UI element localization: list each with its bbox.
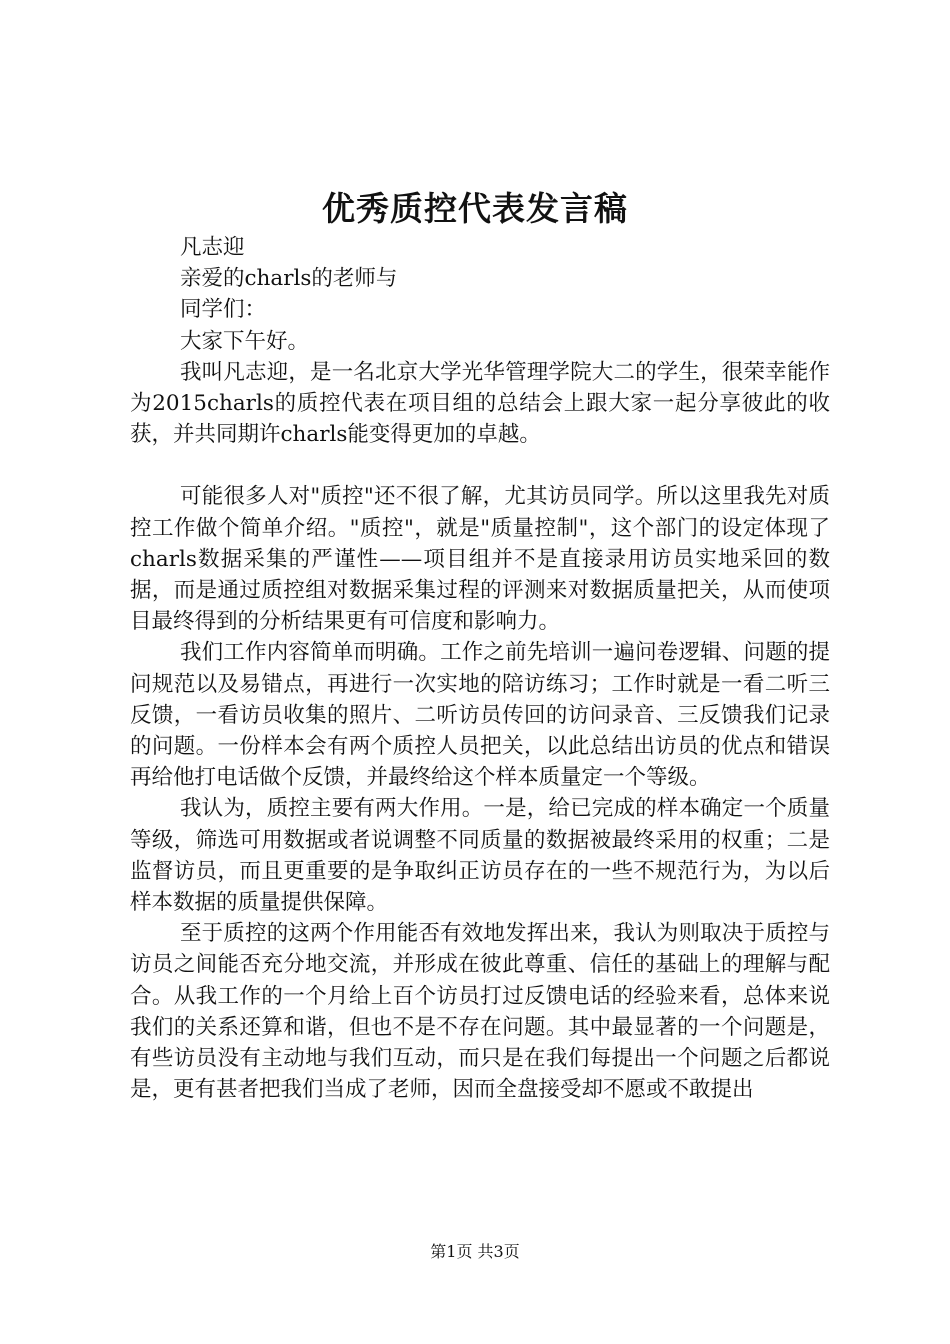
salutation-line-2: 同学们： (180, 297, 267, 323)
author-name: 凡志迎 (180, 235, 245, 260)
salutation-line-1: 亲爱的charls的老师与 (180, 266, 398, 292)
paragraph-work-content: 我们工作内容简单而明确。工作之前先培训一遍问卷逻辑、问题的提问规范以及易错点，再进行一次实地的陪访练习；工作时就是一看二听三反馈，一看访员收集的照片、二听访员传回的访问录音、三反馈我们记录的问题。一份样本会有两个质控人员把关，以此总结出访员的优点和错误再给他打电话做个反馈，并最终给这个样本质量定一个等级。 (130, 640, 830, 791)
document-body (130, 232, 830, 1105)
paragraph-qc-roles: 我认为，质控主要有两大作用。一是，给已完成的样本确定一个质量等级，筛选可用数据或者说调整不同质量的数据被最终采用的权重；二是监督访员，而且更重要的是争取纠正访员存在的一些不规范行为，为以后样本数据的质量提供保障。 (130, 796, 830, 916)
document-title: 优秀质控代表发言稿 (322, 189, 628, 228)
paragraph-spacer (130, 450, 830, 481)
paragraph-qc-intro: 可能很多人对"质控"还不很了解，尤其访员同学。所以这里我先对质控工作做个简单介绍。"质控"，就是"质量控制"，这个部门的设定体现了charls数据采集的严谨性——项目组并不是直接录用访员实地采回的数据，而是通过质控组对数据采集过程的评测来对数据质量把关，从而使项目最终得到的分析结果更有可信度和影响力。 (130, 484, 830, 635)
paragraph-intro: 我叫凡志迎，是一名北京大学光华管理学院大二的学生，很荣幸能作为2015charls的质控代表在项目组的总结会上跟大家一起分享彼此的收获，并共同期许charls能变得更加的卓越。 (130, 359, 830, 448)
paragraph-communication: 至于质控的这两个作用能否有效地发挥出来，我认为则取决于质控与访员之间能否充分地交流，并形成在彼此尊重、信任的基础上的理解与配合。从我工作的一个月给上百个访员打过反馈电话的经验来看，总体来说我们的关系还算和谐，但也不是不存在问题。其中最显著的一个问题是，有些访员没有主动地与我们互动，而只是在我们每提出一个问题之后都说是，更有甚者把我们当成了老师，因而全盘接受却不愿或不敢提出 (130, 921, 830, 1103)
page-number-footer: 第1页 共3页 (430, 1242, 520, 1261)
greeting-line: 大家下午好。 (180, 328, 310, 354)
